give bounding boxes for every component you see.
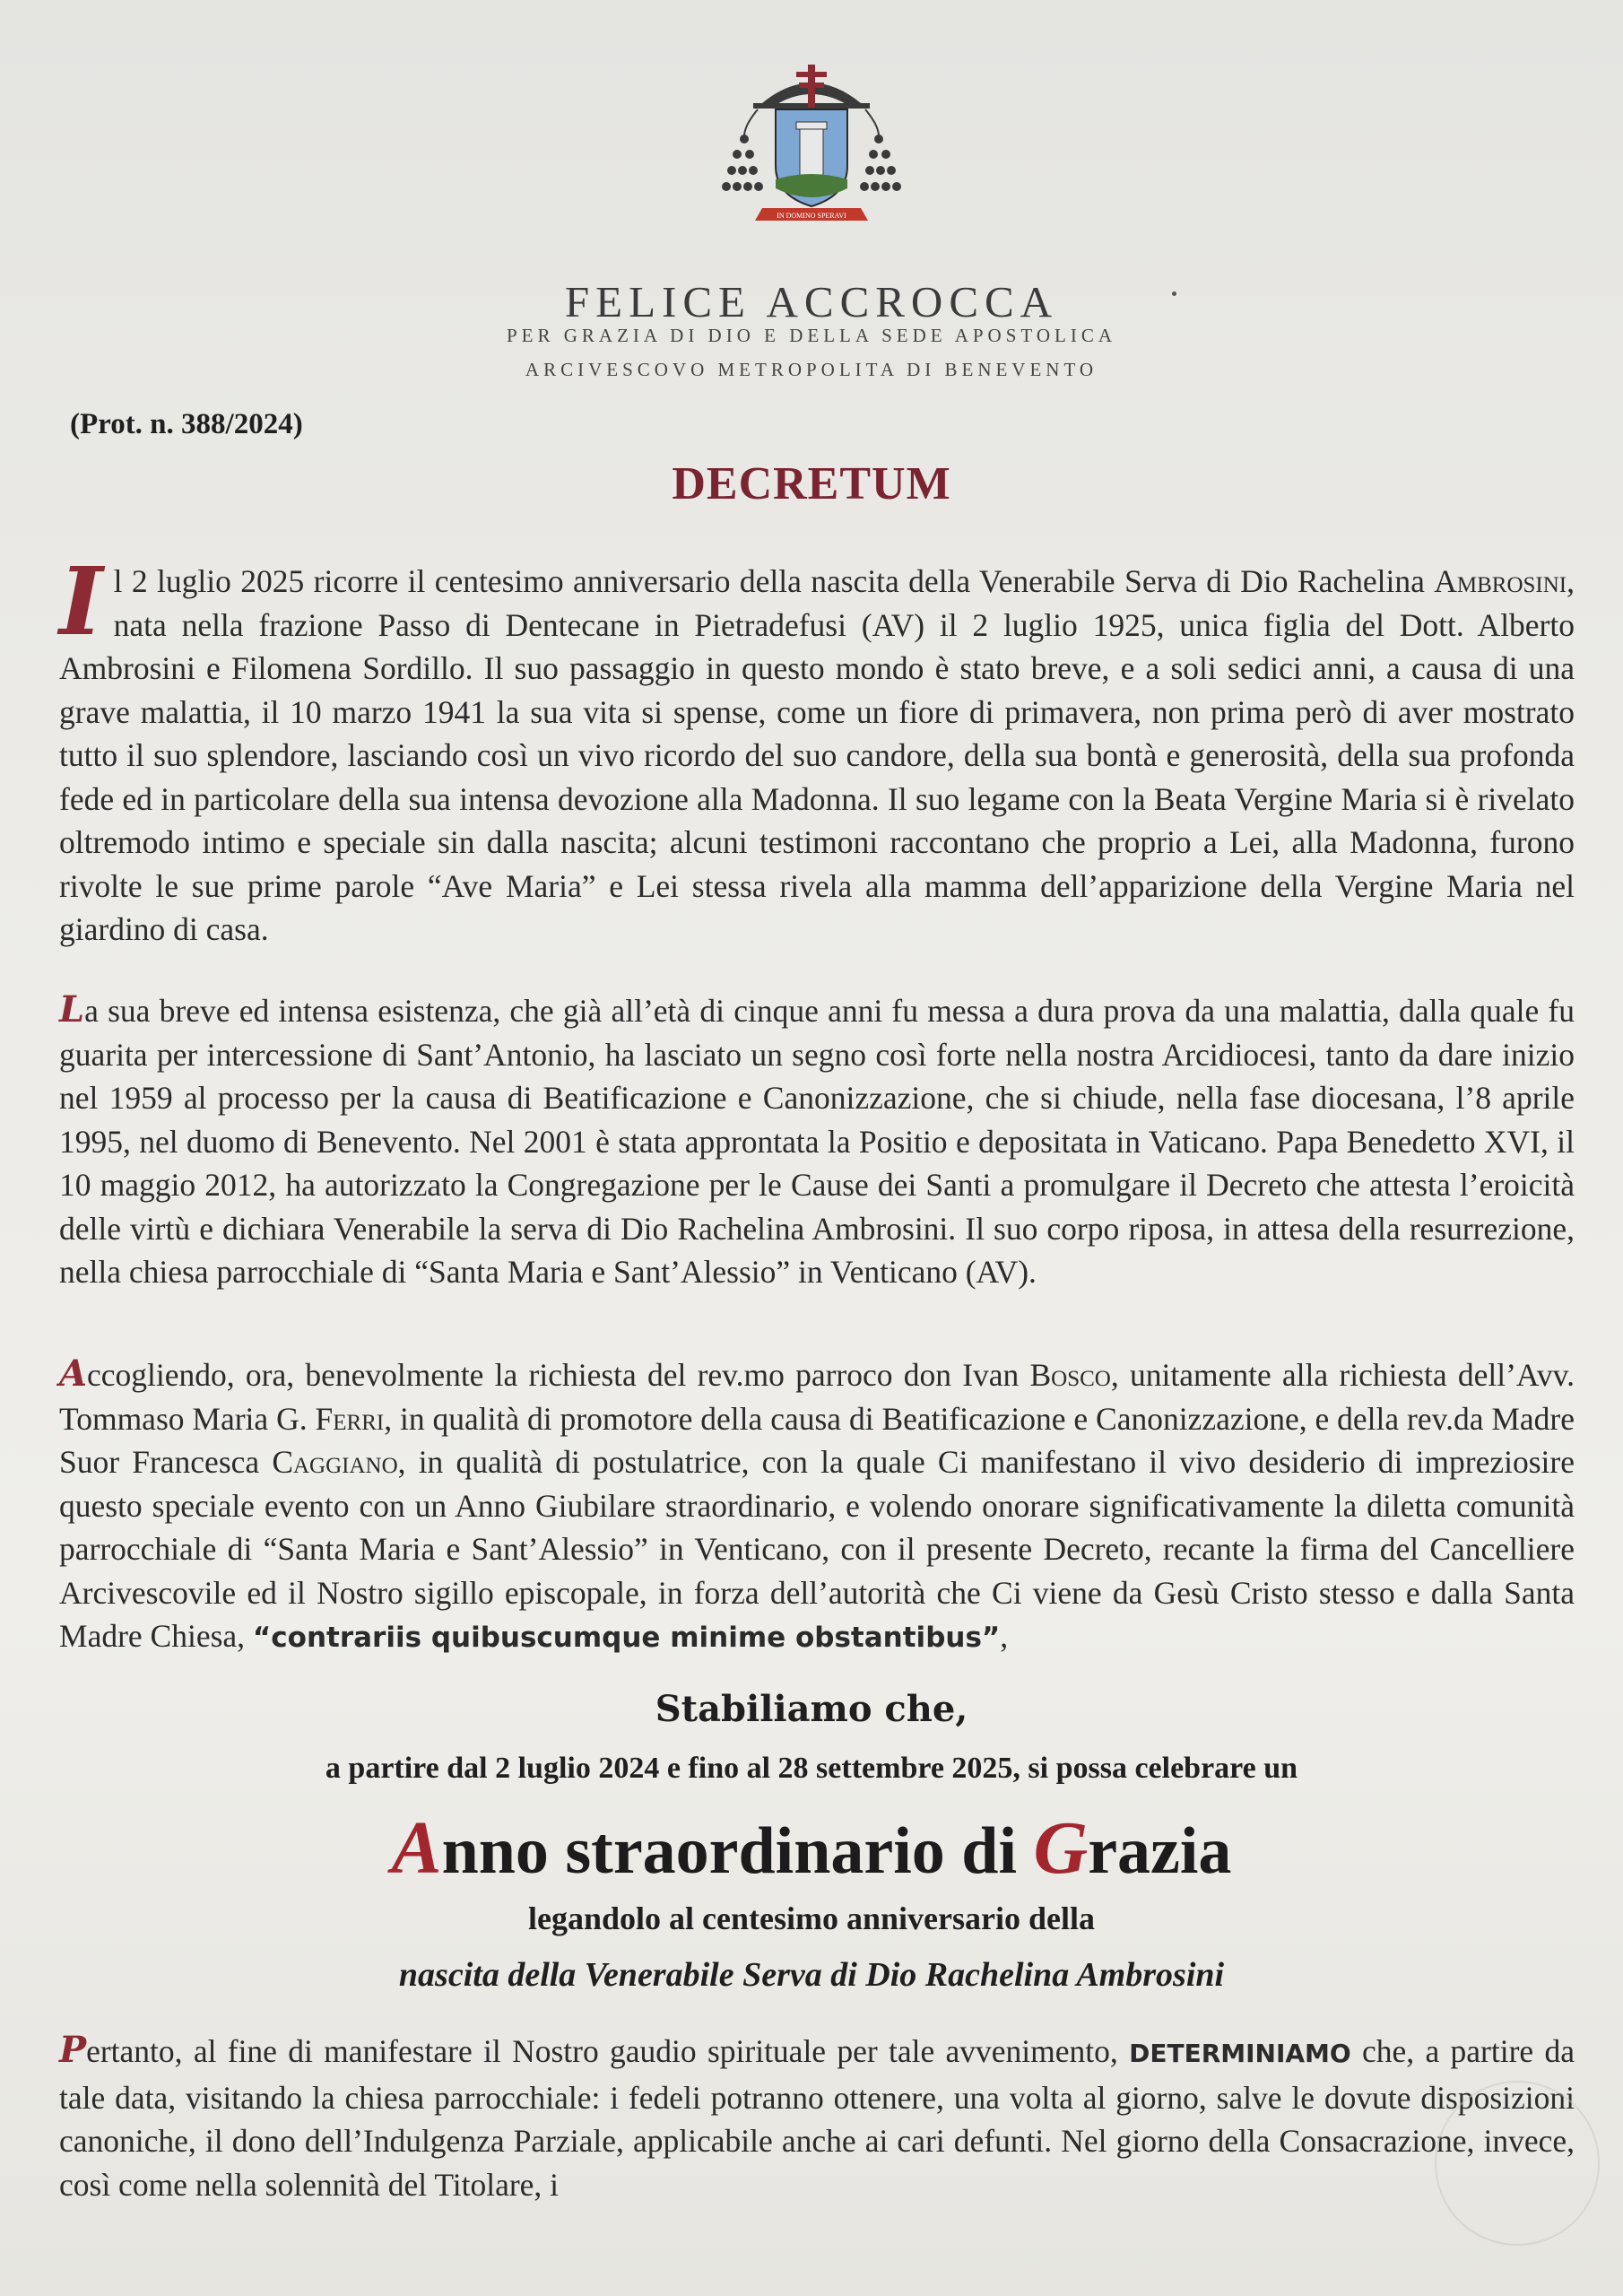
paragraph-4: Pertanto, al fine di manifestare il Nostro gaudio spirituale per tale avvenimento, DETERMINIAMO che, a partire da tale data, visitando la chiesa parrocchiale: i fedeli potranno ottenere, una volta al giorno, salve le dovute disposizioni canoniche, il dono dell’Indulgenza Parziale, applicabile anche ai cari defunti. Nel giorno della Consacrazione, invece, così come nella solennità del Titolare, i	[59, 2029, 1575, 2203]
paragraph-1: Il 2 luglio 2025 ricorre il centesimo anniversario della nascita della Venerabile Serva di Dio Rachelina Ambrosini, nata nella frazione Passo di Dentecane in Pietradefusi (AV) il 2 luglio 1925, unica figlia del Dott. Alberto Ambrosini e Filomena Sordillo. Il suo passaggio in questo mondo è stato breve, e a soli sedici anni, a causa di una grave malattia, il 10 marzo 1941 la sua vita si spense, come un fiore di primavera, non prima però di aver mostrato tutto il suo splendore, lasciando così un vivo ricordo del suo candore, della sua bontà e generosità, della sua profonda fede ed in particolare della sua intensa devozione alla Madonna. Il suo legame con la Beata Vergine Maria si è rivelato oltremodo intimo e speciale sin dalla nascita; alcuni testimoni raccontano che proprio a Lei, alla Madonna, furono rivolte le sue prime parole “Ave Maria” e Lei stessa rivela alla mamma dell’apparizione della Vergine Maria nel giardino di casa.	[59, 546, 1575, 947]
initial-letter: A	[59, 1352, 88, 1395]
initial-letter: L	[59, 988, 85, 1031]
archbishop-title-line-2: ARCIVESCOVO METROPOLITA DI BENEVENTO	[525, 359, 1098, 380]
date-range-line: a partire dal 2 luglio 2024 e fino al 28 settembre 2025, si possa celebrare un	[325, 1752, 1298, 1785]
paragraph-2: La sua breve ed intensa esistenza, che già all’età di cinque anni fu messa a dura prova da una malattia, dalla quale fu guarita per intercessione di Sant’Antonio, ha lasciato un segno così forte nella nostra Arcidiocesi, tanto da dare inizio nel 1959 al processo per la causa di Beatificazione e Canonizzazione, che si chiude, nella fase diocesana, l’8 aprile 1995, nel duomo di Benevento. Nel 2001 è stata approntata la Positio e depositata in Vaticano. Papa Benedetto XVI, il 10 maggio 2012, ha autorizzato la Congregazione per le Cause dei Santi a promulgare il Decreto che attesta l’eroicità delle virtù e dichiara Venerabile la serva di Dio Rachelina Ambrosini. Il suo corpo riposa, in attesa della resurrezione, nella chiesa parrocchiale di “Santa Maria e Sant’Alessio” in Venticano (AV).	[59, 988, 1575, 1290]
paragraph-3: Accogliendo, ora, benevolmente la richiesta del rev.mo parroco don Ivan Bosco, unitamente alla richiesta dell’Avv. Tommaso Maria G. Ferri, in qualità di promotore della causa di Beatificazione e Canonizzazione, e della rev.da Madre Suor Francesca Caggiano, in qualità di postulatrice, con la quale Ci manifestano il vivo desiderio di impreziosire questo speciale evento con un Anno Giubilare straordinario, e volendo onorare significativamente la diletta comunità parrocchiale di “Santa Maria e Sant’Alessio” in Venticano, con il presente Decreto, recante la firma del Cancelliere Arcivescovile ed il Nostro sigillo episcopale, in forza dell’autorità che Ci viene da Gesù Cristo stesso e dalla Santa Madre Chiesa, “contrariis quibuscumque minime obstantibus”,	[59, 1352, 1575, 1654]
jubilee-year-heading: Anno straordinario di Grazia	[391, 1806, 1232, 1890]
drop-cap: I	[59, 546, 103, 657]
document-title: DECRETUM	[672, 458, 951, 509]
archbishop-name: FELICE ACCROCCA	[564, 277, 1059, 326]
initial-letter: P	[59, 2029, 87, 2071]
embossed-seal	[1435, 2081, 1600, 2246]
latin-formula: “contrariis quibuscumque minime obstantibus”	[252, 1622, 1001, 1654]
dedication-line-2: nascita della Venerabile Serva di Dio Rachelina Ambrosini	[398, 1956, 1225, 1994]
crest-motto: IN DOMINO SPERAVI	[777, 212, 846, 220]
archbishop-title-line-1: PER GRAZIA DI DIO E DELLA SEDE APOSTOLICA	[506, 325, 1117, 346]
protocol-number: (Prot. n. 388/2024)	[70, 408, 303, 440]
coat-of-arms-icon	[717, 54, 906, 238]
dedication-line-1: legandolo al centesimo anniversario della	[528, 1900, 1095, 1936]
stabiliamo-line: Stabiliamo che,	[655, 1688, 968, 1730]
